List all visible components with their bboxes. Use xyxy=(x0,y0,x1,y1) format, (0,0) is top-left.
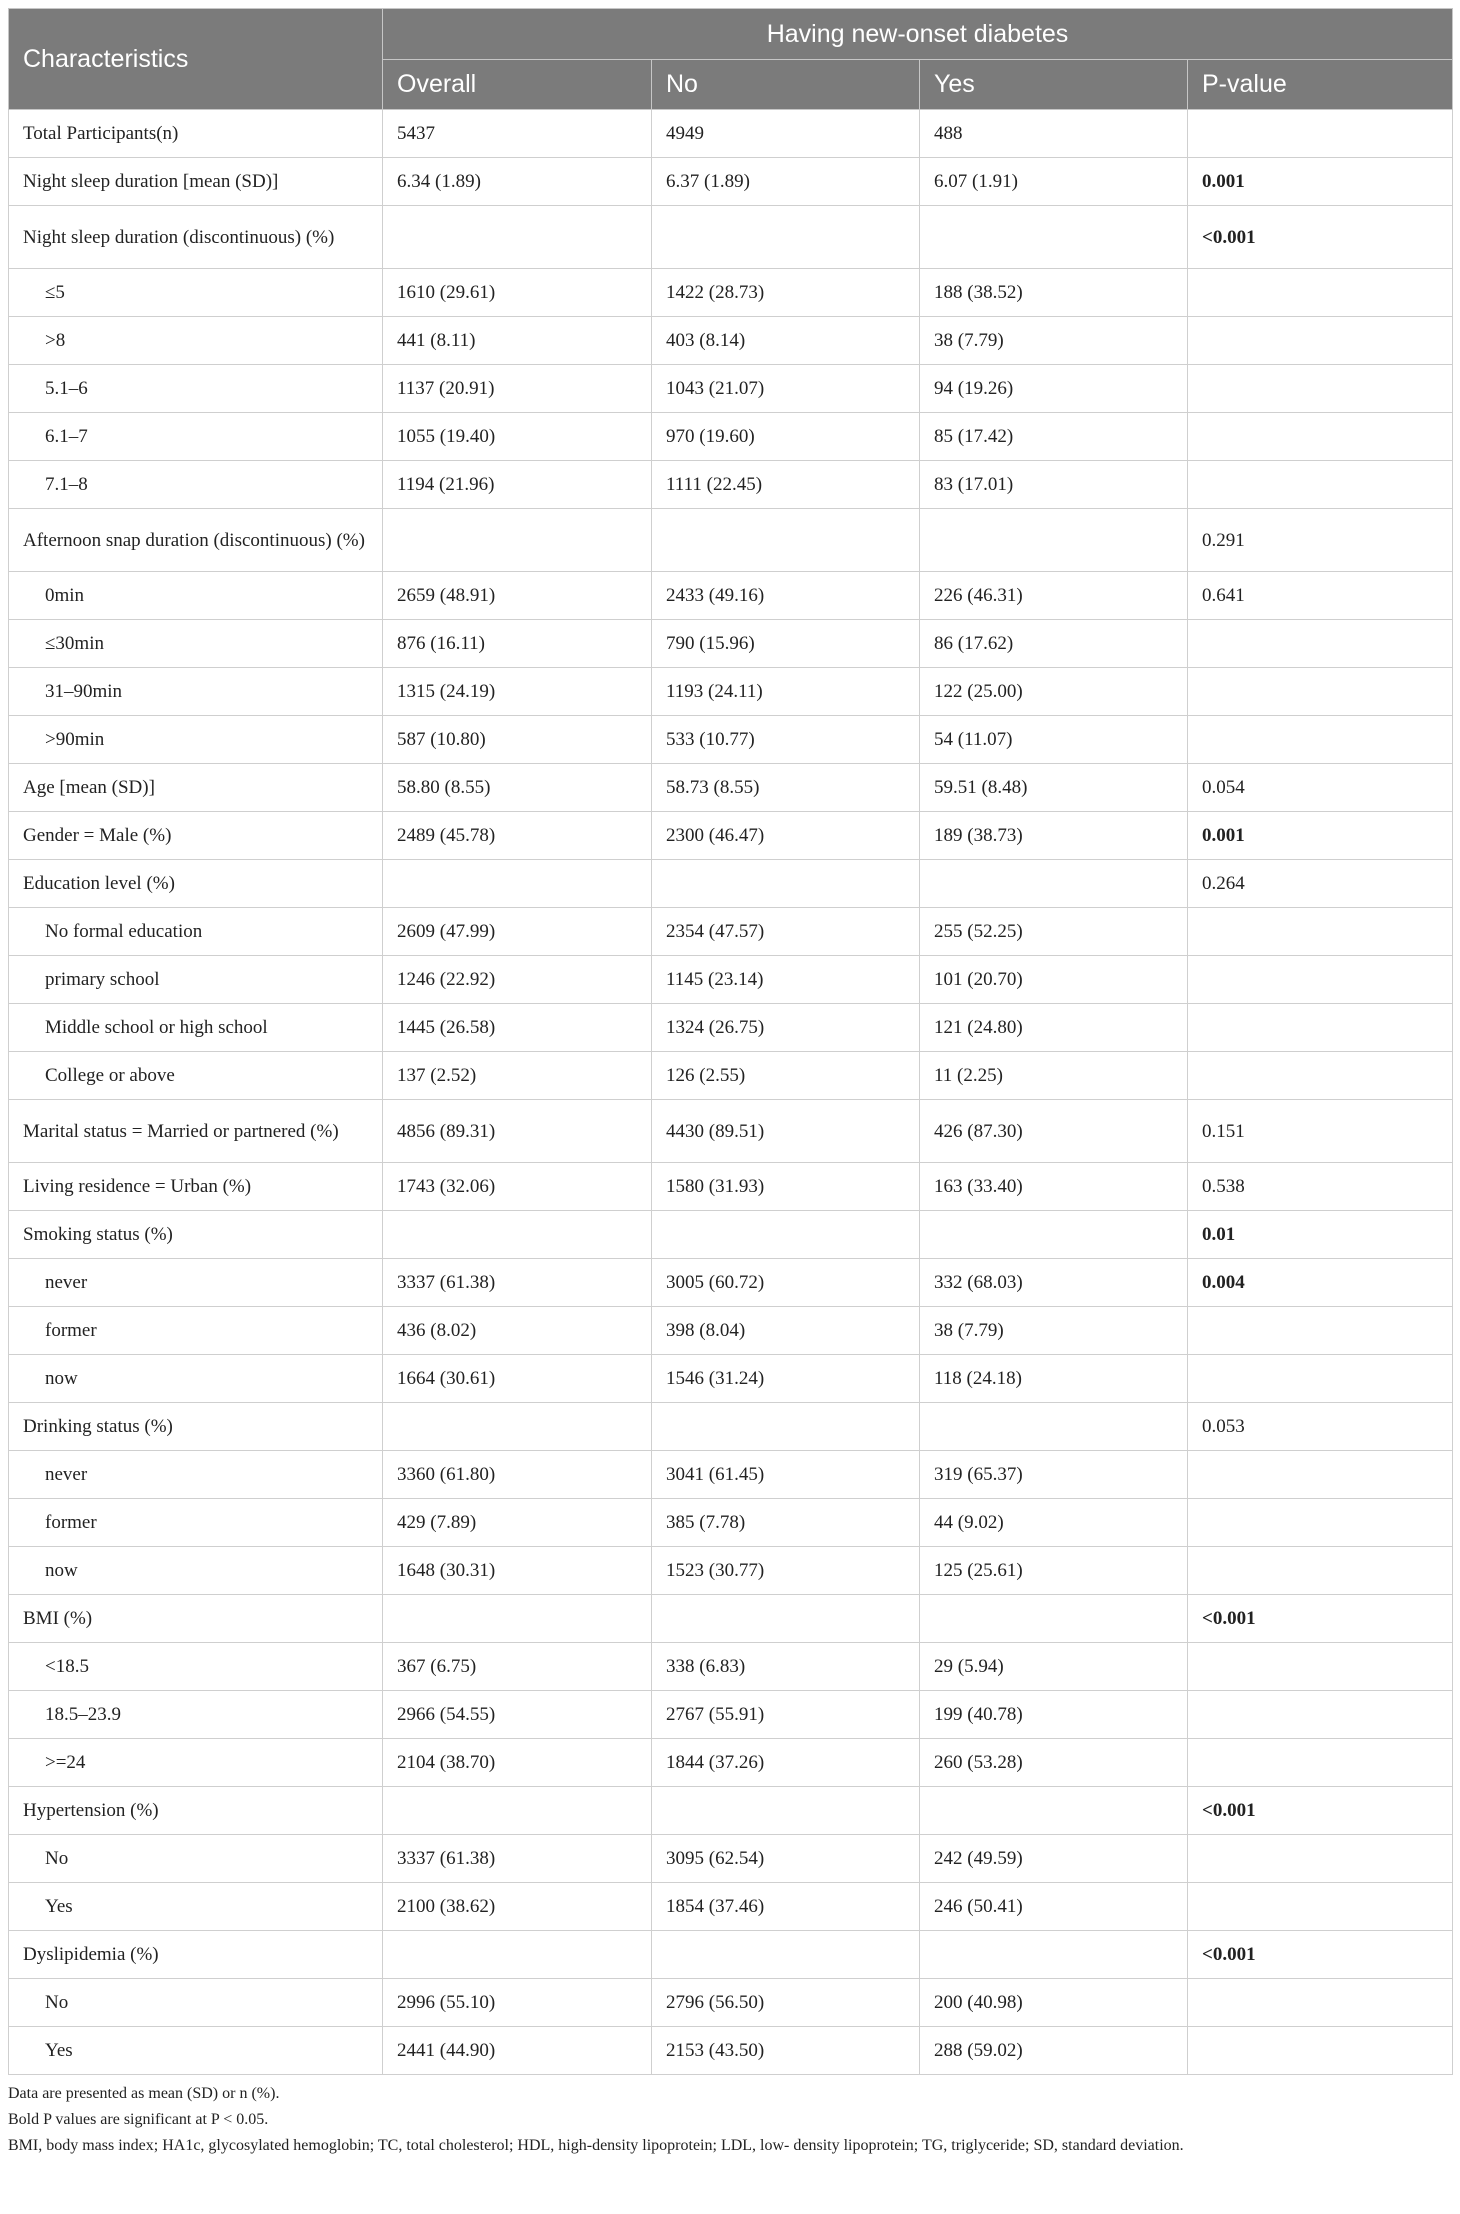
cell-no: 2796 (56.50) xyxy=(652,1979,920,2027)
cell-yes: 121 (24.80) xyxy=(920,1004,1188,1052)
cell-p-value: 0.151 xyxy=(1188,1100,1453,1163)
table-row xyxy=(9,956,1453,1004)
cell-p-value xyxy=(1188,1595,1453,1643)
table-row xyxy=(9,1931,1453,1979)
cell-overall: 1246 (22.92) xyxy=(383,956,652,1004)
cell-no: 790 (15.96) xyxy=(652,620,920,668)
cell-yes: 6.07 (1.91) xyxy=(920,158,1188,206)
cell-overall xyxy=(383,860,652,908)
cell-overall: 2441 (44.90) xyxy=(383,2027,652,2075)
cell-no: 1422 (28.73) xyxy=(652,269,920,317)
header-no: No xyxy=(652,60,920,110)
cell-p-value xyxy=(1188,1211,1453,1259)
cell-overall xyxy=(383,1595,652,1643)
table-row xyxy=(9,1979,1453,2027)
cell-no: 403 (8.14) xyxy=(652,317,920,365)
row-label: Afternoon snap duration (discontinuous) (%) xyxy=(9,509,383,572)
table-row xyxy=(9,1691,1453,1739)
cell-yes: 488 xyxy=(920,110,1188,158)
cell-p-value xyxy=(1188,1499,1453,1547)
cell-overall: 587 (10.80) xyxy=(383,716,652,764)
cell-overall: 2609 (47.99) xyxy=(383,908,652,956)
cell-p-value xyxy=(1188,1979,1453,2027)
table-row xyxy=(9,365,1453,413)
cell-overall: 441 (8.11) xyxy=(383,317,652,365)
cell-overall: 6.34 (1.89) xyxy=(383,158,652,206)
cell-overall: 2966 (54.55) xyxy=(383,1691,652,1739)
cell-no: 1546 (31.24) xyxy=(652,1355,920,1403)
significant-p-value: <0.001 xyxy=(1202,1800,1256,1821)
cell-no: 6.37 (1.89) xyxy=(652,158,920,206)
cell-p-value: 0.641 xyxy=(1188,572,1453,620)
cell-no: 3041 (61.45) xyxy=(652,1451,920,1499)
cell-no xyxy=(652,509,920,572)
cell-no: 970 (19.60) xyxy=(652,413,920,461)
row-label: College or above xyxy=(9,1052,383,1100)
note-line: BMI, body mass index; HA1c, glycosylated hemoglobin; TC, total cholesterol; HDL, high-density lipoprotein; LDL, low- density lipoprotein; TG, triglyceride; SD, standard deviation. xyxy=(8,2137,1184,2154)
cell-overall: 1743 (32.06) xyxy=(383,1163,652,1211)
row-label: Middle school or high school xyxy=(9,1004,383,1052)
row-label: Total Participants(n) xyxy=(9,110,383,158)
cell-no: 1523 (30.77) xyxy=(652,1547,920,1595)
cell-yes: 29 (5.94) xyxy=(920,1643,1188,1691)
cell-no: 1193 (24.11) xyxy=(652,668,920,716)
table-row xyxy=(9,1787,1453,1835)
cell-no: 126 (2.55) xyxy=(652,1052,920,1100)
cell-p-value xyxy=(1188,1691,1453,1739)
cell-p-value xyxy=(1188,668,1453,716)
cell-overall: 3337 (61.38) xyxy=(383,1835,652,1883)
header-overall: Overall xyxy=(383,60,652,110)
cell-overall: 1664 (30.61) xyxy=(383,1355,652,1403)
cell-overall: 1055 (19.40) xyxy=(383,413,652,461)
cell-overall: 137 (2.52) xyxy=(383,1052,652,1100)
cell-no: 2767 (55.91) xyxy=(652,1691,920,1739)
cell-no: 1145 (23.14) xyxy=(652,956,920,1004)
table-row xyxy=(9,413,1453,461)
cell-yes: 11 (2.25) xyxy=(920,1052,1188,1100)
cell-overall: 58.80 (8.55) xyxy=(383,764,652,812)
cell-yes: 189 (38.73) xyxy=(920,812,1188,860)
header-p-value: P-value xyxy=(1188,60,1453,110)
table-container xyxy=(8,8,1452,2159)
table-row xyxy=(9,110,1453,158)
row-label: 31–90min xyxy=(9,668,383,716)
row-label: ≤30min xyxy=(9,620,383,668)
cell-overall: 1315 (24.19) xyxy=(383,668,652,716)
cell-overall: 876 (16.11) xyxy=(383,620,652,668)
significant-p-value: 0.01 xyxy=(1202,1224,1236,1245)
significant-p-value: <0.001 xyxy=(1202,226,1256,248)
note-line: Data are presented as mean (SD) or n (%). xyxy=(8,2085,280,2102)
row-label: 6.1–7 xyxy=(9,413,383,461)
row-label: Yes xyxy=(9,1883,383,1931)
cell-overall: 1445 (26.58) xyxy=(383,1004,652,1052)
cell-no: 3005 (60.72) xyxy=(652,1259,920,1307)
row-label: No xyxy=(9,1979,383,2027)
table-row xyxy=(9,860,1453,908)
cell-no: 2354 (47.57) xyxy=(652,908,920,956)
cell-yes: 38 (7.79) xyxy=(920,317,1188,365)
significant-p-value: <0.001 xyxy=(1202,1608,1256,1629)
significant-p-value: 0.004 xyxy=(1202,1272,1245,1293)
cell-p-value xyxy=(1188,2027,1453,2075)
cell-overall xyxy=(383,206,652,269)
cell-p-value: 0.538 xyxy=(1188,1163,1453,1211)
cell-p-value xyxy=(1188,620,1453,668)
table-row xyxy=(9,461,1453,509)
cell-no: 398 (8.04) xyxy=(652,1307,920,1355)
cell-p-value: 0.054 xyxy=(1188,764,1453,812)
cell-overall: 2996 (55.10) xyxy=(383,1979,652,2027)
cell-yes: 44 (9.02) xyxy=(920,1499,1188,1547)
cell-p-value xyxy=(1188,1931,1453,1979)
cell-yes: 94 (19.26) xyxy=(920,365,1188,413)
cell-yes xyxy=(920,1403,1188,1451)
cell-overall: 2659 (48.91) xyxy=(383,572,652,620)
cell-no: 2433 (49.16) xyxy=(652,572,920,620)
cell-overall xyxy=(383,509,652,572)
row-label: now xyxy=(9,1355,383,1403)
row-label: Drinking status (%) xyxy=(9,1403,383,1451)
cell-overall: 2100 (38.62) xyxy=(383,1883,652,1931)
cell-yes: 319 (65.37) xyxy=(920,1451,1188,1499)
row-label: never xyxy=(9,1259,383,1307)
row-label: Living residence = Urban (%) xyxy=(9,1163,383,1211)
table-row xyxy=(9,1403,1453,1451)
cell-no: 3095 (62.54) xyxy=(652,1835,920,1883)
characteristics-table xyxy=(8,8,1453,2075)
table-row xyxy=(9,158,1453,206)
cell-overall: 5437 xyxy=(383,110,652,158)
row-label: 7.1–8 xyxy=(9,461,383,509)
row-label: former xyxy=(9,1307,383,1355)
cell-yes: 163 (33.40) xyxy=(920,1163,1188,1211)
cell-p-value xyxy=(1188,1643,1453,1691)
table-row xyxy=(9,317,1453,365)
cell-yes: 54 (11.07) xyxy=(920,716,1188,764)
cell-overall xyxy=(383,1403,652,1451)
cell-overall: 1610 (29.61) xyxy=(383,269,652,317)
cell-yes: 125 (25.61) xyxy=(920,1547,1188,1595)
cell-p-value xyxy=(1188,1052,1453,1100)
cell-no: 1111 (22.45) xyxy=(652,461,920,509)
header-yes: Yes xyxy=(920,60,1188,110)
cell-no: 385 (7.78) xyxy=(652,1499,920,1547)
table-row xyxy=(9,1052,1453,1100)
cell-yes: 199 (40.78) xyxy=(920,1691,1188,1739)
cell-yes: 188 (38.52) xyxy=(920,269,1188,317)
table-row xyxy=(9,509,1453,572)
cell-yes: 38 (7.79) xyxy=(920,1307,1188,1355)
cell-no: 1324 (26.75) xyxy=(652,1004,920,1052)
cell-yes: 86 (17.62) xyxy=(920,620,1188,668)
cell-p-value xyxy=(1188,269,1453,317)
cell-p-value xyxy=(1188,461,1453,509)
cell-overall xyxy=(383,1787,652,1835)
cell-yes: 122 (25.00) xyxy=(920,668,1188,716)
cell-p-value xyxy=(1188,1787,1453,1835)
cell-no xyxy=(652,1403,920,1451)
table-notes xyxy=(8,2081,1452,2159)
table-row xyxy=(9,716,1453,764)
cell-p-value xyxy=(1188,317,1453,365)
cell-yes: 260 (53.28) xyxy=(920,1739,1188,1787)
cell-yes: 226 (46.31) xyxy=(920,572,1188,620)
cell-no xyxy=(652,1595,920,1643)
table-body xyxy=(9,110,1453,2075)
row-label: Education level (%) xyxy=(9,860,383,908)
cell-p-value xyxy=(1188,1883,1453,1931)
row-label: <18.5 xyxy=(9,1643,383,1691)
table-row xyxy=(9,812,1453,860)
cell-yes xyxy=(920,1787,1188,1835)
cell-yes: 332 (68.03) xyxy=(920,1259,1188,1307)
cell-no: 1043 (21.07) xyxy=(652,365,920,413)
cell-p-value xyxy=(1188,716,1453,764)
table-row xyxy=(9,1211,1453,1259)
cell-yes: 101 (20.70) xyxy=(920,956,1188,1004)
cell-overall: 2489 (45.78) xyxy=(383,812,652,860)
cell-overall: 1194 (21.96) xyxy=(383,461,652,509)
row-label: Hypertension (%) xyxy=(9,1787,383,1835)
cell-p-value xyxy=(1188,1259,1453,1307)
cell-no xyxy=(652,206,920,269)
cell-p-value xyxy=(1188,1004,1453,1052)
row-label: ≤5 xyxy=(9,269,383,317)
table-row xyxy=(9,1307,1453,1355)
significant-p-value: 0.001 xyxy=(1202,171,1245,192)
cell-no: 2153 (43.50) xyxy=(652,2027,920,2075)
table-row xyxy=(9,1883,1453,1931)
table-row xyxy=(9,1547,1453,1595)
cell-p-value xyxy=(1188,812,1453,860)
table-row xyxy=(9,206,1453,269)
cell-no: 58.73 (8.55) xyxy=(652,764,920,812)
row-label: Smoking status (%) xyxy=(9,1211,383,1259)
cell-yes: 118 (24.18) xyxy=(920,1355,1188,1403)
cell-yes xyxy=(920,1595,1188,1643)
cell-no: 1854 (37.46) xyxy=(652,1883,920,1931)
row-label: BMI (%) xyxy=(9,1595,383,1643)
row-label: No xyxy=(9,1835,383,1883)
cell-yes: 200 (40.98) xyxy=(920,1979,1188,2027)
cell-yes: 255 (52.25) xyxy=(920,908,1188,956)
cell-no: 4430 (89.51) xyxy=(652,1100,920,1163)
cell-yes: 288 (59.02) xyxy=(920,2027,1188,2075)
cell-yes: 85 (17.42) xyxy=(920,413,1188,461)
cell-yes: 59.51 (8.48) xyxy=(920,764,1188,812)
note-line: Bold P values are significant at P < 0.05. xyxy=(8,2111,269,2128)
table-row xyxy=(9,1643,1453,1691)
cell-p-value xyxy=(1188,206,1453,269)
cell-yes xyxy=(920,1931,1188,1979)
cell-overall: 3360 (61.80) xyxy=(383,1451,652,1499)
cell-p-value: 0.264 xyxy=(1188,860,1453,908)
table-row xyxy=(9,1451,1453,1499)
cell-p-value xyxy=(1188,1451,1453,1499)
cell-no: 338 (6.83) xyxy=(652,1643,920,1691)
cell-p-value xyxy=(1188,413,1453,461)
table-row xyxy=(9,572,1453,620)
table-row xyxy=(9,1499,1453,1547)
cell-overall: 4856 (89.31) xyxy=(383,1100,652,1163)
row-label: No formal education xyxy=(9,908,383,956)
cell-yes xyxy=(920,509,1188,572)
cell-p-value: 0.053 xyxy=(1188,1403,1453,1451)
cell-no xyxy=(652,1787,920,1835)
cell-p-value xyxy=(1188,1355,1453,1403)
row-label: now xyxy=(9,1547,383,1595)
cell-yes xyxy=(920,860,1188,908)
row-label: Night sleep duration (discontinuous) (%) xyxy=(9,206,383,269)
table-row xyxy=(9,1004,1453,1052)
cell-overall: 2104 (38.70) xyxy=(383,1739,652,1787)
cell-p-value xyxy=(1188,1547,1453,1595)
cell-p-value xyxy=(1188,908,1453,956)
cell-overall: 367 (6.75) xyxy=(383,1643,652,1691)
cell-no: 2300 (46.47) xyxy=(652,812,920,860)
row-label: Gender = Male (%) xyxy=(9,812,383,860)
row-label: >8 xyxy=(9,317,383,365)
table-row xyxy=(9,1739,1453,1787)
row-label: Marital status = Married or partnered (%) xyxy=(9,1100,383,1163)
cell-overall: 1137 (20.91) xyxy=(383,365,652,413)
cell-no xyxy=(652,1931,920,1979)
cell-overall: 429 (7.89) xyxy=(383,1499,652,1547)
table-row xyxy=(9,269,1453,317)
cell-p-value xyxy=(1188,110,1453,158)
cell-yes: 426 (87.30) xyxy=(920,1100,1188,1163)
table-row xyxy=(9,1835,1453,1883)
cell-no: 1580 (31.93) xyxy=(652,1163,920,1211)
header-characteristics: Characteristics xyxy=(9,9,383,110)
cell-p-value xyxy=(1188,956,1453,1004)
cell-p-value xyxy=(1188,1739,1453,1787)
cell-overall: 3337 (61.38) xyxy=(383,1259,652,1307)
row-label: primary school xyxy=(9,956,383,1004)
cell-p-value xyxy=(1188,365,1453,413)
table-row xyxy=(9,1163,1453,1211)
significant-p-value: 0.001 xyxy=(1202,825,1245,846)
cell-overall xyxy=(383,1211,652,1259)
cell-p-value xyxy=(1188,158,1453,206)
cell-overall xyxy=(383,1931,652,1979)
cell-yes: 83 (17.01) xyxy=(920,461,1188,509)
cell-no: 4949 xyxy=(652,110,920,158)
row-label: >90min xyxy=(9,716,383,764)
table-row xyxy=(9,908,1453,956)
row-label: 0min xyxy=(9,572,383,620)
cell-p-value xyxy=(1188,1307,1453,1355)
row-label: 5.1–6 xyxy=(9,365,383,413)
table-row xyxy=(9,2027,1453,2075)
cell-yes: 242 (49.59) xyxy=(920,1835,1188,1883)
row-label: Age [mean (SD)] xyxy=(9,764,383,812)
significant-p-value: <0.001 xyxy=(1202,1944,1256,1965)
cell-p-value: 0.291 xyxy=(1188,509,1453,572)
table-row xyxy=(9,1100,1453,1163)
cell-yes: 246 (50.41) xyxy=(920,1883,1188,1931)
cell-no xyxy=(652,1211,920,1259)
cell-yes xyxy=(920,206,1188,269)
cell-overall: 1648 (30.31) xyxy=(383,1547,652,1595)
row-label: Dyslipidemia (%) xyxy=(9,1931,383,1979)
cell-yes xyxy=(920,1211,1188,1259)
row-label: Night sleep duration [mean (SD)] xyxy=(9,158,383,206)
cell-no: 1844 (37.26) xyxy=(652,1739,920,1787)
table-row xyxy=(9,668,1453,716)
cell-no xyxy=(652,860,920,908)
table-row xyxy=(9,1259,1453,1307)
row-label: Yes xyxy=(9,2027,383,2075)
table-row xyxy=(9,1595,1453,1643)
row-label: former xyxy=(9,1499,383,1547)
cell-no: 533 (10.77) xyxy=(652,716,920,764)
row-label: >=24 xyxy=(9,1739,383,1787)
table-row xyxy=(9,1355,1453,1403)
row-label: never xyxy=(9,1451,383,1499)
cell-overall: 436 (8.02) xyxy=(383,1307,652,1355)
header-group-title: Having new-onset diabetes xyxy=(383,9,1453,60)
row-label: 18.5–23.9 xyxy=(9,1691,383,1739)
table-row xyxy=(9,764,1453,812)
cell-p-value xyxy=(1188,1835,1453,1883)
table-row xyxy=(9,620,1453,668)
